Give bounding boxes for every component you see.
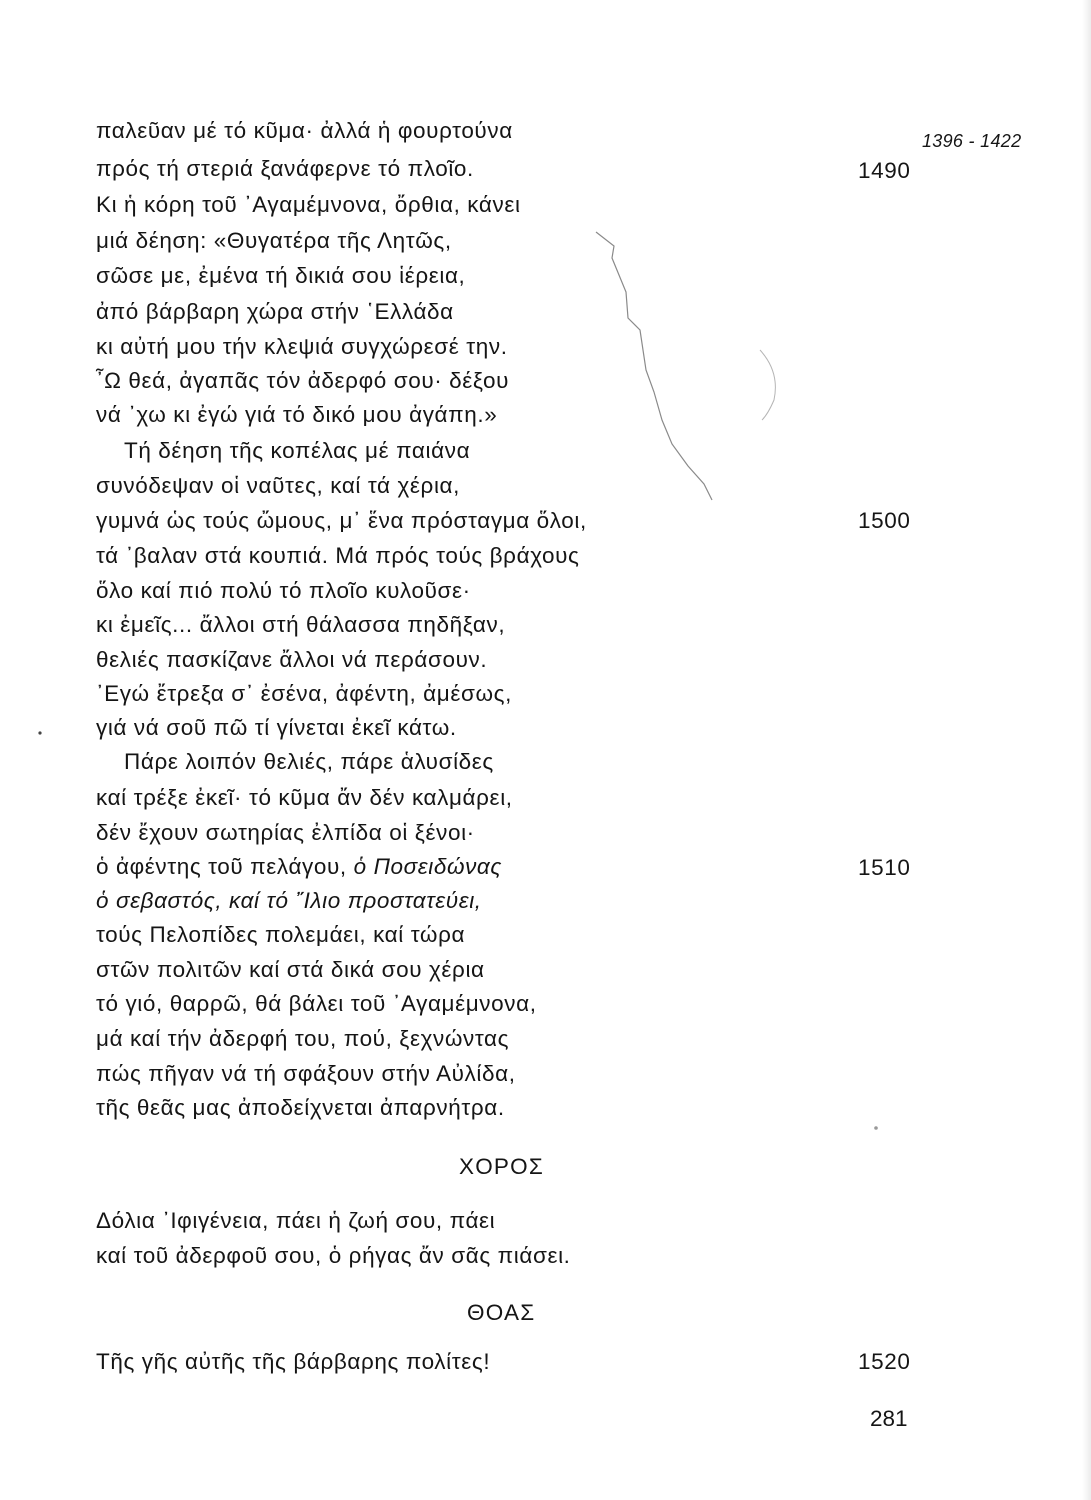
verse-line: Πάρε λοιπόν θελιές, πάρε ἁλυσίδες: [124, 749, 494, 774]
verse-line: ῏Ω θεά, ἀγαπᾶς τόν ἀδερφό σου· δέξου: [96, 368, 510, 393]
verse-line: μιά δέηση: «Θυγατέρα τῆς Λητῶς,: [96, 228, 452, 253]
verse-line: παλεῦαν μέ τό κῦμα· ἀλλά ἡ φουρτούνα: [96, 118, 513, 143]
verse-line: καί τρέξε ἐκεῖ· τό κῦμα ἄν δέν καλμάρει,: [96, 785, 513, 810]
verse-line-italic: ὁ Ποσειδώνας: [353, 854, 502, 879]
speaker-heading-thoas: ΘΟΑΣ: [467, 1300, 536, 1325]
verse-line-italic: [96, 886, 482, 916]
page-number: 281: [870, 1406, 908, 1431]
verse-line: ᾿Εγώ ἔτρεξα σ᾿ ἐσένα, ἀφέντη, ἀμέσως,: [96, 681, 512, 706]
page-edge-shadow: [1082, 0, 1091, 1500]
verse-line-italic-text: ὁ σεβαστός, καί τό ῎Ιλιο προστατεύει,: [96, 888, 482, 913]
speaker-heading-chorus: ΧΟΡΟΣ: [459, 1154, 544, 1179]
verse-line: ἀπό βάρβαρη χώρα στήν ῾Ελλάδα: [96, 299, 454, 324]
verse-line: Τή δέηση τῆς κοπέλας μέ παιάνα: [124, 438, 471, 463]
line-number-1510: 1510: [858, 855, 911, 880]
verse-line: κι ἐμεῖς... ἄλλοι στή θάλασσα πηδῆξαν,: [96, 612, 506, 637]
verse-line: θελιές πασκίζανε ἄλλοι νά περάσουν.: [96, 647, 488, 672]
verse-line: μά καί τήν ἀδερφή του, πού, ξεχνώντας: [96, 1026, 510, 1051]
margin-verse-reference: 1396 - 1422: [922, 131, 1022, 151]
verse-line: τά ᾿βαλαν στά κουπιά. Μά πρός τούς βράχους: [96, 543, 580, 568]
verse-line: τῆς θεᾶς μας ἀποδείχνεται ἀπαρνήτρα.: [96, 1095, 505, 1120]
verse-line: συνόδεψαν οἱ ναῦτες, καί τά χέρια,: [96, 473, 461, 498]
verse-line: νά ᾿χω κι ἐγώ γιά τό δικό μου ἀγάπη.»: [96, 402, 498, 427]
verse-line: στῶν πολιτῶν καί στά δικά σου χέρια: [96, 957, 485, 982]
verse-line: καί τοῦ ἀδερφοῦ σου, ὁ ρήγας ἄν σᾶς πιάσει.: [96, 1243, 571, 1268]
verse-line-plain: ὁ ἀφέντης τοῦ πελάγου,: [96, 854, 354, 879]
verse-line: [96, 852, 502, 882]
verse-line: κι αὐτή μου τήν κλεψιά συγχώρεσέ την.: [96, 334, 508, 359]
line-number-1500: 1500: [858, 508, 911, 533]
line-number-1520: 1520: [858, 1349, 911, 1374]
verse-line: Τῆς γῆς αὐτῆς τῆς βάρβαρης πολίτες!: [96, 1349, 491, 1374]
verse-line: σῶσε με, ἐμένα τή δικιά σου ἱέρεια,: [96, 263, 466, 288]
verse-line: πώς πῆγαν νά τή σφάξουν στήν Αὐλίδα,: [96, 1061, 516, 1086]
verse-line: γυμνά ὡς τούς ὤμους, μ᾿ ἕνα πρόσταγμα ὅλοι,: [96, 508, 587, 533]
verse-line: γιά νά σοῦ πῶ τί γίνεται ἐκεῖ κάτω.: [96, 715, 457, 740]
verse-line: Κι ἡ κόρη τοῦ ᾿Αγαμέμνονα, ὄρθια, κάνει: [96, 192, 521, 217]
verse-line: πρός τή στεριά ξανάφερνε τό πλοῖο.: [96, 156, 474, 181]
verse-line: τούς Πελοπίδες πολεμάει, καί τώρα: [96, 922, 466, 947]
line-number-1490: 1490: [858, 158, 911, 183]
verse-line: δέν ἔχουν σωτηρίας ἐλπίδα οἱ ξένοι·: [96, 820, 475, 845]
verse-line: Δόλια ᾿Ιφιγένεια, πάει ἡ ζωή σου, πάει: [96, 1208, 496, 1233]
verse-line: ὅλο καί πιό πολύ τό πλοῖο κυλοῦσε·: [96, 578, 471, 603]
verse-line: τό γιό, θαρρῶ, θά βάλει τοῦ ᾿Αγαμέμνονα,: [96, 991, 537, 1016]
